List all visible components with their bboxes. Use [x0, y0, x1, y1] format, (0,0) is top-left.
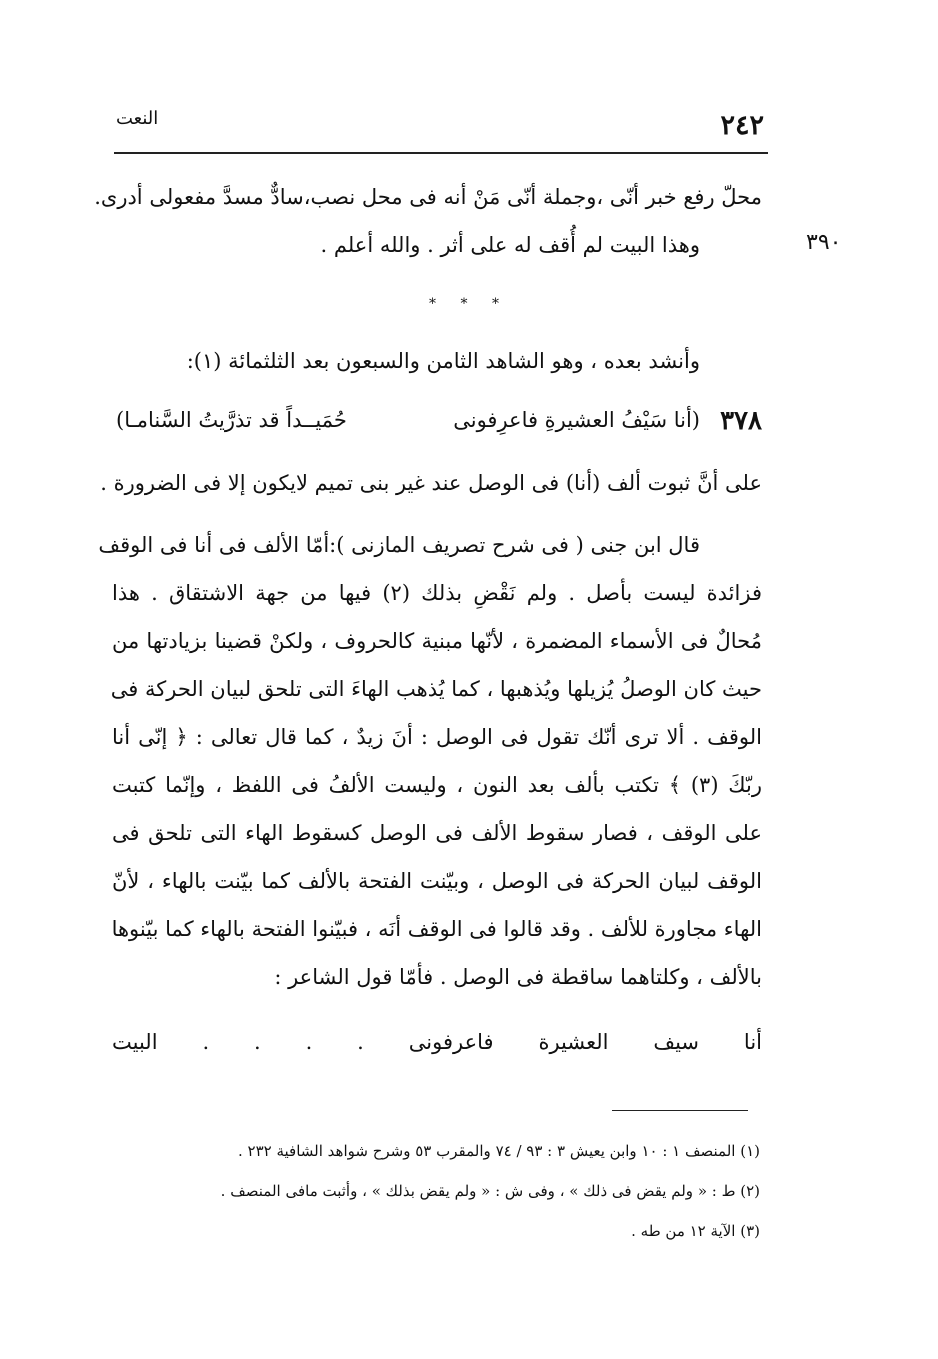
- body-line-10: بالألف ، وكلتاهما ساقطة فى الوصل . فأمّا قول الشاعر :: [274, 965, 762, 989]
- body-line-2: فزائدة ليست بأصل . ولم نَقْضِ بذلك (٢) فيها من جهة الاشتقاق . هذا: [112, 581, 762, 605]
- quote-word: سيف: [653, 1030, 700, 1054]
- quote-word: فاعرفونى: [408, 1030, 494, 1054]
- quote-word: العشيرة: [538, 1030, 609, 1054]
- quote-word: أنا: [743, 1030, 762, 1054]
- quoted-verse: [112, 1030, 762, 1054]
- body-line-4: حيث كان الوصلُ يُزيلها ويُذهبها ، كما يُذهب الهاءَ التى تلحق لبيان الحركة فى: [110, 677, 762, 701]
- witness-intro: وأنشد بعده ، وهو الشاهد الثامن والسبعون بعد الثلثمائة (١):: [186, 349, 700, 373]
- verse-second-hemistich: حُمَيــداً قد تذرَّيتُ السَّنامـا): [116, 408, 347, 432]
- body-line-1: قال ابن جنى ( فى شرح تصريف المازنى ):أمّا الألف فى أنا فى الوقف: [98, 533, 700, 557]
- header-rule: [114, 152, 768, 154]
- footnote-2: (٢) ط : « ولم يقض فى ذلك » ، وفى ش : « ولم يقض بذلك » ، وأثبت مافى المنصف .: [220, 1182, 760, 1200]
- footnote-rule: [612, 1110, 748, 1111]
- verse-number: ٣٧٨: [720, 406, 762, 436]
- body-line-8: الوقف لبيان الحركة فى الوصل ، وبيّنت الفتحة بالألف كما بيّنت بالهاء ، لأنّ: [112, 869, 762, 893]
- quote-ellipsis-dot: .: [202, 1030, 210, 1054]
- verse-note: على أنَّ ثبوت ألف (أنا) فى الوصل عند غير بنى تميم لايكون إلا فى الضرورة .: [100, 471, 762, 495]
- quote-ellipsis-dot: .: [357, 1030, 364, 1054]
- quote-word: البيت: [112, 1030, 158, 1054]
- intro-line-1: محلّ رفع خبر أنّى ،وجملة أنّى مَنْ أنه فى محل نصب،سادٌّ مسدَّ مفعولى أدرى.: [94, 185, 762, 209]
- footnote-1: (١) المنصف ١ : ١٠ وابن يعيش ٣ : ٩٣ / ٧٤ والمقرب ٥٣ وشرح شواهد الشافية ٢٣٢ .: [237, 1142, 760, 1160]
- body-line-7: على الوقف ، فصار سقوط الألف فى الوصل كسقوط الهاء التى تلحق فى: [112, 821, 762, 845]
- body-line-9: الهاء مجاورة للألف . وقد قالوا فى الوقف أنَه ، فبيّنوا الفتحة بالهاء كما بيّنوها: [111, 917, 762, 941]
- margin-reference-number: ٣٩٠: [806, 230, 842, 255]
- running-title: النعت: [116, 108, 159, 129]
- body-line-6: ربّكَ (٣) ﴾ تكتب بألف بعد النون ، وليست الألفُ فى اللفظ ، وإنّما كتبت: [112, 773, 762, 797]
- body-line-5: الوقف . ألا ترى أنّك تقول فى الوصل : أنَ زيدٌ ، كما قال تعالى : ﴿ إنّى أنا: [112, 725, 762, 749]
- verse-first-hemistich: (أنا سَيْفُ العشيرةِ فاعرِفونى: [453, 408, 700, 432]
- section-separator: * * *: [429, 296, 509, 312]
- page-number: ٢٤٢: [720, 110, 764, 141]
- intro-line-2: وهذا البيت لم أُقف له على أثر . والله أعلم .: [320, 233, 700, 257]
- body-line-3: مُحالٌ فى الأسماء المضمرة ، لأنّها مبنية كالحروف ، ولكنْ قضينا بزيادتها من: [112, 629, 762, 653]
- quote-ellipsis-dot: .: [254, 1030, 261, 1054]
- footnote-3: (٣) الآية ١٢ من طه .: [631, 1222, 760, 1240]
- quote-ellipsis-dot: .: [305, 1030, 313, 1054]
